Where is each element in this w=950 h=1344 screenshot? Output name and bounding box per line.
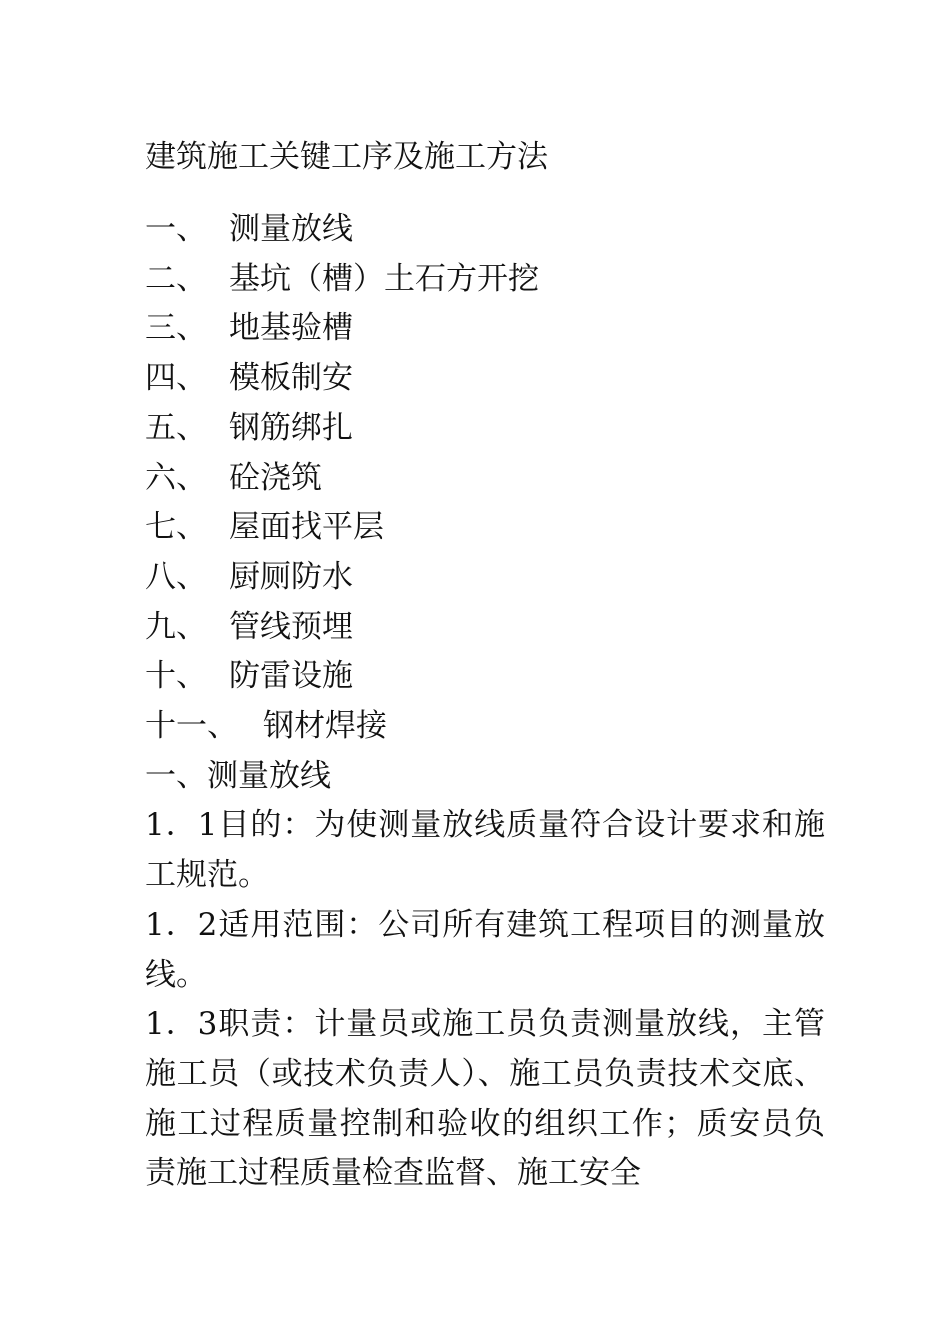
toc-item — [145, 503, 825, 553]
toc-item-number: 十一、 — [145, 708, 238, 745]
toc-item — [145, 255, 825, 305]
toc-item-number: 七、 — [145, 509, 207, 546]
toc-item-number: 一、 — [145, 211, 207, 247]
toc-item-number: 十、 — [145, 658, 207, 695]
toc-item-number: 三、 — [145, 310, 207, 347]
toc-item-label: 屋面找平层 — [229, 509, 384, 546]
toc-item-number: 六、 — [145, 459, 207, 496]
toc-item-label: 钢筋绑扎 — [229, 409, 353, 446]
toc-item-label: 防雷设施 — [229, 658, 353, 695]
toc-item-label: 厨厕防水 — [229, 558, 353, 595]
toc-item-number: 二、 — [145, 260, 207, 297]
toc-item — [145, 553, 825, 603]
toc-item-number: 八、 — [145, 558, 207, 595]
section-heading: 一、测量放线 — [145, 757, 331, 794]
table-of-contents — [145, 205, 825, 752]
paragraph: 1．2适用范围：公司所有建筑工程项目的测量放线。 — [145, 906, 825, 993]
document-title: 建筑施工关键工序及施工方法 — [145, 139, 548, 175]
toc-item-label: 砼浇筑 — [229, 459, 322, 496]
toc-item-label: 模板制安 — [229, 360, 353, 397]
toc-item-label: 测量放线 — [229, 211, 353, 247]
toc-item — [145, 652, 825, 702]
section-survey — [145, 752, 825, 1199]
toc-item-number: 五、 — [145, 409, 207, 446]
paragraph: 1．3职责：计量员或施工员负责测量放线，主管施工员（或技术负责人）、施工员负责技术交底、施工过程质量控制和验收的组织工作；质安员负责施工过程质量检查监督、施工安全 — [145, 1006, 825, 1192]
toc-item-number: 九、 — [145, 608, 207, 645]
toc-item — [145, 205, 825, 255]
toc-item — [145, 454, 825, 504]
toc-item-label: 基坑（槽）土石方开挖 — [229, 260, 539, 297]
toc-item-number: 四、 — [145, 360, 207, 397]
toc-item-label: 地基验槽 — [229, 310, 353, 347]
toc-item-label: 管线预埋 — [229, 608, 353, 645]
paragraph: 1．1目的：为使测量放线质量符合设计要求和施工规范。 — [145, 807, 825, 894]
toc-item-label: 钢材焊接 — [263, 708, 387, 745]
toc-item — [145, 603, 825, 653]
toc-item — [145, 304, 825, 354]
toc-item — [145, 354, 825, 404]
document-page — [145, 135, 825, 1199]
toc-item — [145, 702, 825, 752]
toc-item — [145, 404, 825, 454]
